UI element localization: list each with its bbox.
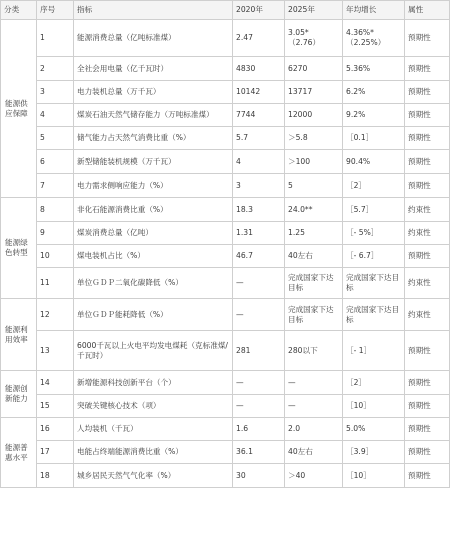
indicator-name: 非化石能源消费比重（%） [74,198,233,222]
value-2025: 6270 [285,57,343,81]
indicator-name: 单位ＧＤＰ二氧化碳降低（%） [74,268,233,299]
annual-growth: ［- 6.7］ [343,245,405,268]
value-2020: 1.31 [233,222,285,245]
value-2025: ＞5.8 [285,127,343,150]
table-row [1,464,450,488]
table-body [1,20,450,488]
table-row [1,395,450,418]
indicator-name: 储气能力占天然气消费比重（%） [74,127,233,150]
value-2025 [285,20,343,57]
indicator-attribute: 预期性 [405,104,450,127]
header-attribute: 属性 [405,1,450,20]
row-number: 9 [37,222,74,245]
table-row [1,245,450,268]
row-number: 15 [37,395,74,418]
value-2020: — [233,268,285,299]
value-2025: 12000 [285,104,343,127]
row-number: 8 [37,198,74,222]
annual-growth: 6.2% [343,81,405,104]
value-2025: ＞100 [285,150,343,174]
indicator-attribute: 预期性 [405,57,450,81]
value-2025: 24.0** [285,198,343,222]
value-2025-note: （2.76） [288,38,321,47]
indicator-name: 城乡居民天然气气化率（%） [74,464,233,488]
value-2025: 13717 [285,81,343,104]
header-annual-growth: 年均增长 [343,1,405,20]
table-row [1,371,450,395]
header-indicator: 指标 [74,1,233,20]
row-number: 6 [37,150,74,174]
table-row [1,268,450,299]
annual-growth: ［10］ [343,464,405,488]
annual-growth: ［0.1］ [343,127,405,150]
header-number: 序号 [37,1,74,20]
table-row [1,222,450,245]
table-row [1,104,450,127]
row-number: 13 [37,331,74,371]
annual-growth: ［5.7］ [343,198,405,222]
indicator-attribute: 预期性 [405,174,450,198]
indicator-attribute: 约束性 [405,268,450,299]
value-2025-value: 3.05* [288,28,309,37]
row-number: 17 [37,441,74,464]
indicator-attribute: 约束性 [405,299,450,331]
value-2025: 5 [285,174,343,198]
table-row [1,127,450,150]
table-row [1,81,450,104]
indicator-attribute: 预期性 [405,127,450,150]
row-number: 5 [37,127,74,150]
value-2020: 46.7 [233,245,285,268]
row-number: 3 [37,81,74,104]
annual-growth: 完成国家下达目标 [343,299,405,331]
value-2020: — [233,395,285,418]
annual-growth-note: （2.25%） [346,38,386,47]
category-utilization-efficiency: 能源利用效率 [1,299,37,371]
annual-growth: ［2］ [343,371,405,395]
annual-growth: ［2］ [343,174,405,198]
header-2020: 2020年 [233,1,285,20]
indicator-attribute: 约束性 [405,198,450,222]
table-row [1,20,450,57]
value-2020: 2.47 [233,20,285,57]
indicator-attribute: 预期性 [405,331,450,371]
category-innovation-capacity: 能源创新能力 [1,371,37,418]
table-header-row [1,1,450,20]
category-universal-access: 能源普惠水平 [1,418,37,488]
value-2020: 18.3 [233,198,285,222]
indicator-name: 电力需求侧响应能力（%） [74,174,233,198]
row-number: 1 [37,20,74,57]
value-2020: 10142 [233,81,285,104]
indicator-attribute: 预期性 [405,464,450,488]
indicator-attribute: 预期性 [405,20,450,57]
table-row [1,57,450,81]
row-number: 7 [37,174,74,198]
value-2020: 3 [233,174,285,198]
table-row [1,331,450,371]
annual-growth: 5.0% [343,418,405,441]
header-category: 分类 [1,1,37,20]
annual-growth-value: 4.36%* [346,28,374,37]
indicator-attribute: 约束性 [405,222,450,245]
value-2020: 30 [233,464,285,488]
annual-growth: 90.4% [343,150,405,174]
row-number: 4 [37,104,74,127]
row-number: 14 [37,371,74,395]
indicator-name: 煤炭消费总量（亿吨） [74,222,233,245]
indicator-name: 突破关键核心技术（项） [74,395,233,418]
annual-growth: 5.36% [343,57,405,81]
annual-growth: ［- 1］ [343,331,405,371]
indicator-name: 6000千瓦以上火电平均发电煤耗（克标准煤/千瓦时） [74,331,233,371]
value-2020: — [233,371,285,395]
annual-growth: 完成国家下达目标 [343,268,405,299]
value-2020: — [233,299,285,331]
indicator-attribute: 预期性 [405,441,450,464]
table-row [1,174,450,198]
annual-growth: ［10］ [343,395,405,418]
row-number: 11 [37,268,74,299]
row-number: 12 [37,299,74,331]
value-2025: 40左右 [285,441,343,464]
annual-growth: ［- 5%］ [343,222,405,245]
value-2025: 1.25 [285,222,343,245]
indicator-name: 电能占终端能源消费比重（%） [74,441,233,464]
row-number: 10 [37,245,74,268]
value-2025: 40左右 [285,245,343,268]
indicator-name: 煤炭石油天然气储存能力（万吨标准煤） [74,104,233,127]
value-2020: 4830 [233,57,285,81]
indicator-name: 电力装机总量（万千瓦） [74,81,233,104]
category-supply-security: 能源供应保障 [1,20,37,198]
category-green-transition: 能源绿色转型 [1,198,37,299]
value-2025: — [285,371,343,395]
indicator-attribute: 预期性 [405,371,450,395]
table-row [1,441,450,464]
annual-growth [343,20,405,57]
value-2020: 4 [233,150,285,174]
value-2025: 2.0 [285,418,343,441]
value-2025: 完成国家下达目标 [285,299,343,331]
annual-growth: 9.2% [343,104,405,127]
value-2025: — [285,395,343,418]
annual-growth: ［3.9］ [343,441,405,464]
header-2025: 2025年 [285,1,343,20]
value-2025: ＞40 [285,464,343,488]
table-row [1,299,450,331]
value-2020: 7744 [233,104,285,127]
indicator-name: 煤电装机占比（%） [74,245,233,268]
indicator-attribute: 预期性 [405,395,450,418]
indicator-name: 全社会用电量（亿千瓦时） [74,57,233,81]
indicator-attribute: 预期性 [405,418,450,441]
indicator-attribute: 预期性 [405,245,450,268]
indicator-name: 新增能源科技创新平台（个） [74,371,233,395]
value-2020: 5.7 [233,127,285,150]
indicator-name: 人均装机（千瓦） [74,418,233,441]
indicator-attribute: 预期性 [405,81,450,104]
indicator-name: 新型储能装机规模（万千瓦） [74,150,233,174]
row-number: 16 [37,418,74,441]
value-2025: 280以下 [285,331,343,371]
value-2020: 36.1 [233,441,285,464]
row-number: 18 [37,464,74,488]
row-number: 2 [37,57,74,81]
table-row [1,418,450,441]
table-row [1,198,450,222]
value-2020: 281 [233,331,285,371]
value-2025: 完成国家下达目标 [285,268,343,299]
indicator-name: 能源消费总量（亿吨标准煤） [74,20,233,57]
indicator-name: 单位ＧＤＰ能耗降低（%） [74,299,233,331]
indicator-attribute: 预期性 [405,150,450,174]
table-row [1,150,450,174]
value-2020: 1.6 [233,418,285,441]
